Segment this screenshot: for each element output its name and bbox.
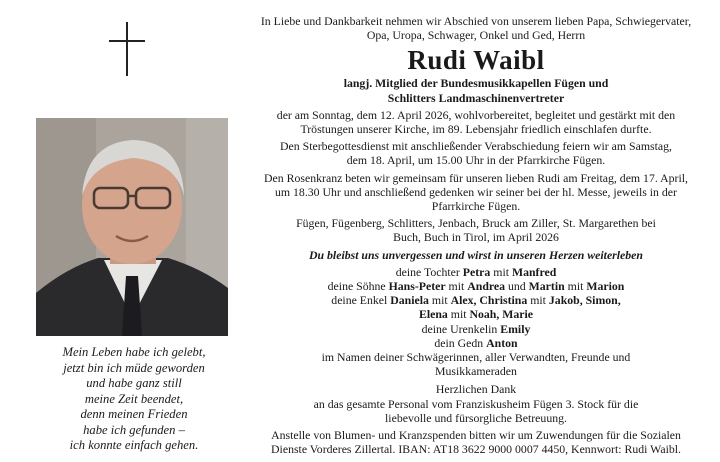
family-name: Emily bbox=[500, 321, 531, 336]
family-text: mit bbox=[564, 279, 587, 294]
family-others: im Namen deiner Schwägerinnen, aller Verwandten, Freunde und Musikkameraden bbox=[321, 350, 631, 379]
family-text: mit bbox=[527, 293, 549, 308]
places-text: Fügen, Fügenberg, Schlitters, Jenbach, Bruck am Ziller, St. Margarethen bei Buch, Buch in Tirol, im April 2026 bbox=[296, 216, 656, 245]
deceased-name: Rudi Waibl bbox=[407, 45, 545, 76]
thanks-text: an das gesamte Personal vom Franziskusheim Fügen 3. Stock für die liebevolle und fürsorgliche Betreuung. bbox=[313, 396, 639, 425]
family-sons bbox=[250, 279, 702, 293]
poem-line: und habe ganz still bbox=[86, 376, 182, 390]
family-name: Daniela bbox=[390, 293, 429, 308]
family-grandkids-2 bbox=[250, 307, 702, 321]
funeral-text: Den Sterbegottesdienst mit anschließender Verabschiedung feiern wir am Samstag, dem 18. April, um 15.00 Uhr in der Pfarrkirche Fügen. bbox=[280, 139, 672, 168]
motto: Du bleibst uns unvergessen und wirst in unseren Herzen weiterleben bbox=[309, 247, 643, 262]
family-name: Martin bbox=[528, 279, 565, 294]
poem-line: meine Zeit beendet, bbox=[84, 391, 184, 406]
donation-text-2: Dienste Vorderes Zillertal. IBAN: AT18 3622 9000 0007 4450, Kennwort: Rudi Waibl. bbox=[271, 442, 681, 457]
obituary-text bbox=[250, 14, 702, 456]
family-name: Andrea bbox=[467, 279, 506, 294]
family-godchild bbox=[250, 336, 702, 350]
family-name: Manfred bbox=[511, 264, 557, 279]
family-text: mit bbox=[428, 293, 451, 308]
rosary-text: Den Rosenkranz beten wir gemeinsam für unseren lieben Rudi am Freitag, dem 17. April, um 18.30 Uhr und anschließend gedenken wir seiner bei der hl. Messe, jeweils in der Pfarrkirche Fügen. bbox=[264, 170, 688, 214]
family-text: mit bbox=[447, 307, 470, 322]
family-text: deine Urenkelin bbox=[421, 321, 501, 336]
family-text: und bbox=[505, 279, 529, 294]
family-text: dein Gedn bbox=[434, 335, 487, 350]
poem-line: denn meinen Frieden bbox=[80, 407, 188, 421]
family-name: Marion bbox=[586, 279, 625, 294]
family-name: Noah, Marie bbox=[469, 307, 534, 322]
family-text: mit bbox=[445, 279, 468, 294]
family-name: Jakob, Simon, bbox=[548, 293, 621, 308]
family-name: Alex, Christina bbox=[450, 293, 528, 308]
family-name: Elena bbox=[418, 307, 448, 322]
portrait-illustration bbox=[36, 118, 228, 336]
poem-line: jetzt bin ich müde geworden bbox=[63, 360, 205, 375]
intro-text: In Liebe und Dankbarkeit nehmen wir Abschied von unserem lieben Papa, Schwiegervater, Opa, Uropa, Schwager, Onkel und Ged, Herrn bbox=[260, 14, 692, 43]
poem bbox=[36, 345, 232, 454]
family-text: deine Tochter bbox=[395, 264, 463, 279]
family-great-grandkid bbox=[250, 322, 702, 336]
poem-line: Mein Leben habe ich gelebt, bbox=[62, 345, 206, 359]
family-name: Anton bbox=[486, 335, 518, 350]
family-text: deine Enkel bbox=[331, 293, 391, 308]
donation-text-1: Anstelle von Blumen- und Kranzspenden bitten wir um Zuwendungen für die Sozialen bbox=[271, 428, 681, 443]
family-text: mit bbox=[490, 264, 512, 279]
cross-icon-bar bbox=[109, 40, 145, 42]
subtitle: langj. Mitglied der Bundesmusikkapellen Fügen und Schlitters Landmaschinenvertreter bbox=[343, 76, 609, 105]
family-grandkids bbox=[250, 293, 702, 307]
portrait-photo bbox=[36, 118, 228, 336]
poem-line: ich konnte einfach gehen. bbox=[69, 438, 199, 452]
thanks-title: Herzlichen Dank bbox=[435, 382, 517, 397]
family-text: deine Söhne bbox=[327, 279, 389, 294]
passing-text: der am Sonntag, dem 12. April 2026, wohlvorbereitet, begleitet und gestärkt mit den Tröstungen unserer Kirche, im 89. Lebensjahr friedlich einschlafen durfte. bbox=[276, 107, 676, 137]
family-name: Hans-Peter bbox=[388, 279, 446, 294]
cross-icon bbox=[126, 22, 128, 76]
family-daughter bbox=[250, 265, 702, 279]
poem-line: habe ich gefunden – bbox=[83, 422, 185, 437]
family-name: Petra bbox=[462, 264, 491, 279]
